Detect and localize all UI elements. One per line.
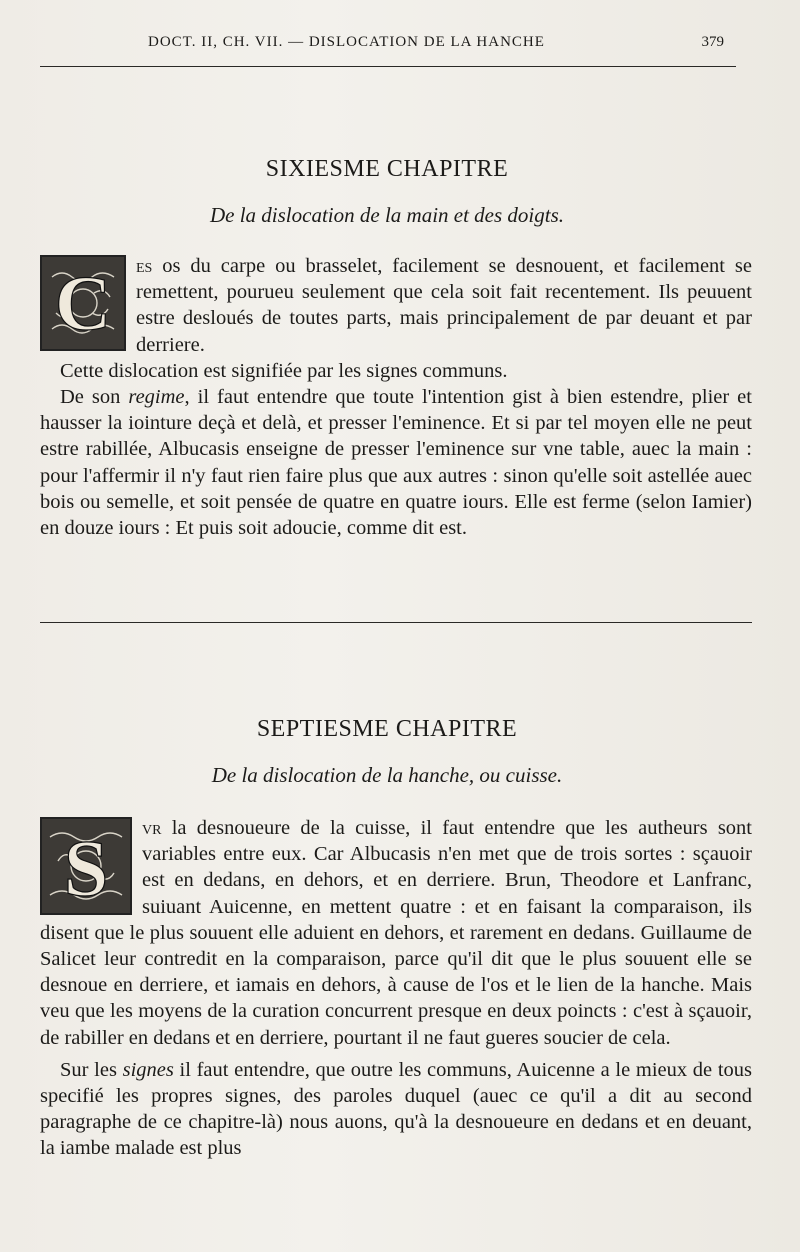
chapter-7-body [40, 815, 752, 1162]
first-word-smallcaps: vr [142, 817, 162, 839]
emphasis-signes: signes [122, 1058, 174, 1081]
drop-cap-c-ornament [40, 255, 126, 351]
chapter-6-subtitle: De la dislocation de la main et des doigts. [209, 203, 565, 227]
first-word-smallcaps: es [136, 255, 153, 277]
chapter-6-paragraph-3 [40, 384, 752, 541]
paragraph-text: , il faut entendre que toute l'intention gist à bien estendre, plier et hausser la iointure deçà et delà, et presser l'eminence. Et si par tel moyen elle ne peut estre rabillée, Albucasis enseigne de presser l'eminence sur vne table, auec la main : pour l'affermir il n'y faut rien faire plus que aux autres : sinon qu'elle soit astellée auec bois ou semelle, et soit pensée de quatre en quatre iours. Elle est ferme (selon Iamier) en douze iours : Et puis soit adoucie, comme dit est. [40, 386, 752, 540]
chapter-6-paragraph-1 [40, 253, 752, 358]
chapter-7-paragraph-1 [40, 815, 752, 1051]
paragraph-lead: De son [60, 386, 129, 409]
running-title: DOCT. II, CH. VII. — DISLOCATION DE LA HANCHE [148, 34, 545, 50]
page-number: 379 [701, 34, 724, 50]
svg-text:S: S [63, 825, 109, 913]
ornamental-initial-icon [42, 819, 130, 913]
ornamental-initial-icon [42, 257, 124, 349]
chapter-7-paragraph-2 [40, 1057, 752, 1162]
paragraph-text: os du carpe ou brasselet, facilement se desnouent, et facilement se remettent, pourueu seulement que cela soit fait recentement. Ils peuuent estre desloués de toutes parts, mais principalement de par deuant et par derriere. [136, 255, 752, 356]
chapter-6-body [40, 253, 752, 541]
chapter-7-subtitle: De la dislocation de la hanche, ou cuisse. [211, 763, 563, 787]
chapter-6-paragraph-2: Cette dislocation est signifiée par les signes communs. [60, 359, 508, 382]
page-header [40, 28, 736, 67]
emphasis-regime: regime [128, 386, 185, 409]
chapter-7-title: SEPTIESME CHAPITRE [256, 716, 518, 742]
paragraph-text: la desnoueure de la cuisse, il faut entendre que les autheurs sont variables entre eux. Car Albucasis n'en met que de trois sortes : sçauoir est en dedans, en dehors, et en derriere. Brun, Theodore et Lanfranc, suiuant Auicenne, en mettent quatre : et en faisant la comparaison, ils disent que le plus souuent elle aduient en dehors, et rarement en dedans. Guillaume de Salicet leur contredit en la comparaison, parce qu'il dit que le plus souuent elle se desnoue en derriere, et iamais en dehors, à cause de l'os et le lien de la hanche. Mais veu que les moyens de la curation concurrent presque en deux poincts : c'est à sçauoir, de rabiller en dedans et en derriere, pourtant il ne faut gueres soucier de cela. [40, 817, 752, 1049]
drop-cap-s-ornament [40, 817, 132, 915]
chapter-6-title: SIXIESME CHAPITRE [265, 156, 509, 182]
svg-text:C: C [54, 259, 112, 346]
section-divider [40, 622, 752, 623]
paragraph-lead: Sur les [60, 1058, 123, 1081]
paragraph-text: il faut entendre, que outre les communs, Auicenne a le mieux de tous specifié les propres signes, des paroles duquel (auec ce qu'il a dit au second paragraphe de ce chapitre-là) nous auons, qu'à la desnoueure en dedans et en deuant, la iambe malade est plus [40, 1058, 752, 1160]
